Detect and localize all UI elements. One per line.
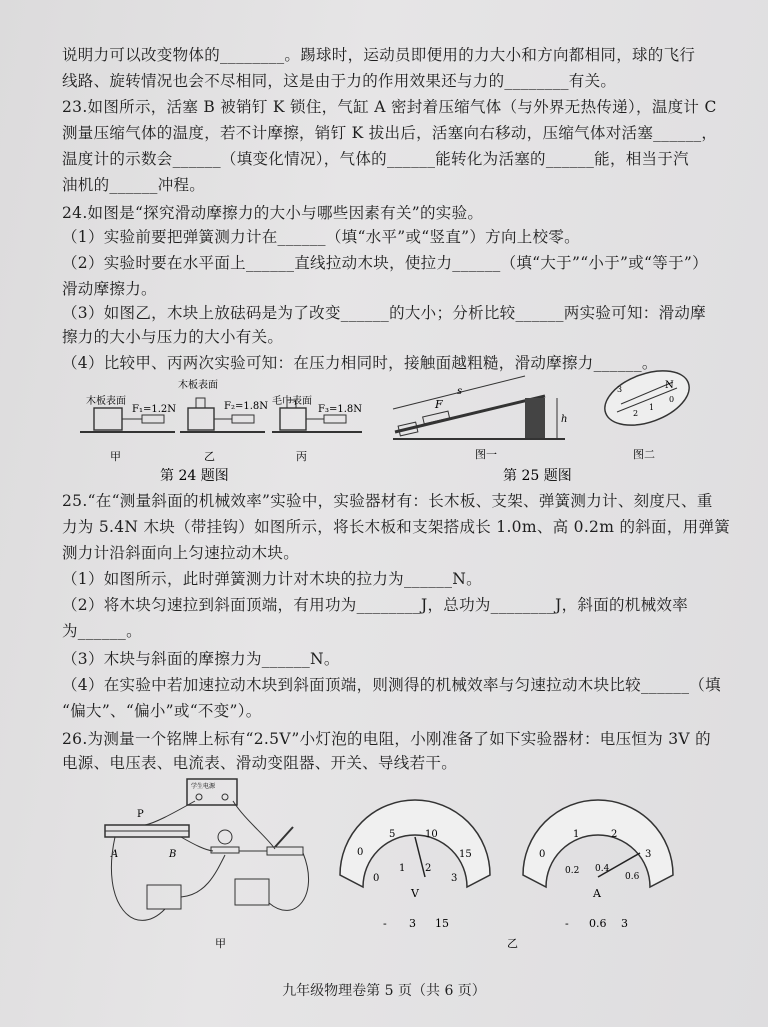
text-line: 为______。 <box>62 622 142 640</box>
volt-term-3: 3 <box>409 917 416 930</box>
figure-24 <box>80 378 370 483</box>
amm-zero: 0 <box>539 849 546 860</box>
figure-26 <box>95 775 715 955</box>
amm-term-06: 0.6 <box>589 917 607 930</box>
fig24-a-surface: 木板表面 <box>86 396 126 407</box>
figure-25 <box>385 364 705 484</box>
text-line: 线路、旋转情况也会不尽相同，这是由于力的作用效果还与力的________有关。 <box>62 72 617 90</box>
volt-term-15: 15 <box>435 917 449 930</box>
fig26-P: P <box>137 809 144 820</box>
text-line: “偏大”、“偏小”或“不变”）。 <box>62 702 262 720</box>
fig26-supply: 学生电源 <box>191 783 216 790</box>
text-line: 26.为测量一个铭牌上标有“2.5V”小灯泡的电阻，小刚准备了如下实验器材：电压恒为 3V 的 <box>62 730 711 748</box>
amm-term-minus: - <box>565 917 569 930</box>
fig25-scale-num-1: 1 <box>649 403 655 412</box>
volt-top-10: 10 <box>425 829 438 840</box>
amm-top-2: 2 <box>611 829 618 840</box>
fig26-A: A <box>111 849 119 860</box>
amm-bottom-2: 0.6 <box>625 872 640 882</box>
fig25-caption: 第 25 题图 <box>503 468 572 484</box>
volt-bottom-2: 2 <box>425 863 432 874</box>
fig26-label-yi: 乙 <box>507 937 518 950</box>
text-line: （4）在实验中若加速拉动木块到斜面顶端，则测得的机械效率与匀速拉动木块比较______（填 <box>62 676 721 694</box>
text-line: 温度计的示数会______（填变化情况），气体的______能转化为活塞的______能，相当于汽 <box>62 150 689 168</box>
fig25-h: h <box>561 414 568 425</box>
fig24-b-surface: 木板表面 <box>178 380 218 391</box>
text-line: （3）木块与斜面的摩擦力为______N。 <box>62 650 340 668</box>
volt-bottom-3: 3 <box>451 873 458 884</box>
volt-top-5: 5 <box>389 829 396 840</box>
text-line: 力为 5.4N 木块（带挂钩）如图所示，将长木板和支架搭成长 1.0m、高 0.2m 的斜面，用弹簧 <box>62 518 731 536</box>
amm-bottom-1: 0.4 <box>595 864 610 874</box>
text-line: 23.如图所示，活塞 B 被销钉 K 锁住，气缸 A 密封着压缩气体（与外界无热传递），温度计 C <box>62 98 717 116</box>
volt-letter: V <box>411 887 419 900</box>
fig24-c-force: F₃=1.8N <box>318 404 362 415</box>
fig25-scale-n: N <box>665 380 674 391</box>
fig24-c-label: 丙 <box>296 450 307 463</box>
text-line: （3）如图乙，木块上放砝码是为了改变______的大小；分析比较______两实验可知：滑动摩 <box>62 304 706 322</box>
fig26-B: B <box>169 849 177 860</box>
fig24-c-surface: 毛巾表面 <box>272 396 312 407</box>
fig26-label-jia: 甲 <box>215 937 226 950</box>
text-line: 油机的______冲程。 <box>62 176 206 194</box>
text-line: （1）实验前要把弹簧测力计在______（填“水平”或“竖直”）方向上校零。 <box>62 228 580 246</box>
fig25-scale-num-3: 3 <box>617 385 623 394</box>
volt-bottom-1: 1 <box>399 863 406 874</box>
fig25-scale-num-2: 2 <box>633 409 639 418</box>
volt-top-15: 15 <box>459 849 472 860</box>
amm-top-1: 1 <box>573 829 580 840</box>
fig24-a-label: 甲 <box>110 450 121 463</box>
text-line: 滑动摩擦力。 <box>62 280 157 298</box>
fig25-label2: 图二 <box>633 448 655 461</box>
volt-bottom-0: 0 <box>373 873 380 884</box>
text-line: 测量压缩气体的温度，若不计摩擦，销钉 K 拔出后，活塞向右移动，压缩气体对活塞______， <box>62 124 718 142</box>
fig24-a-force: F₁=1.2N <box>132 404 176 415</box>
text-line: 电源、电压表、电流表、滑动变阻器、开关、导线若干。 <box>62 754 458 772</box>
fig25-label1: 图一 <box>475 448 497 461</box>
text-line: 25.“在“测量斜面的机械效率”实验中，实验器材有：长木板、支架、弹簧测力计、刻度尺、重 <box>62 492 713 510</box>
text-line: （2）将木块匀速拉到斜面顶端，有用功为________J，总功为________J，斜面的机械效率 <box>62 596 688 614</box>
text-line: （4）比较甲、丙两次实验可知：在压力相同时，接触面越粗糙，滑动摩擦力______。 <box>62 354 658 372</box>
fig25-s: s <box>457 386 463 397</box>
text-line: 测力计沿斜面向上匀速拉动木块。 <box>62 544 300 562</box>
text-line: 24.如图是“探究滑动摩擦力的大小与哪些因素有关”的实验。 <box>62 204 484 222</box>
amm-bottom-0: 0.2 <box>565 866 580 876</box>
text-line: （1）如图所示，此时弹簧测力计对木块的拉力为______N。 <box>62 570 482 588</box>
fig24-caption: 第 24 题图 <box>160 468 229 483</box>
fig25-scale-num-0: 0 <box>669 395 675 404</box>
amm-top-3: 3 <box>645 849 652 860</box>
volt-top-zero: 0 <box>357 847 364 858</box>
fig24-b-force: F₂=1.8N <box>224 401 268 412</box>
text-line: 说明力可以改变物体的________。踢球时，运动员即便用的力大小和方向都相同，球的飞行 <box>62 46 696 64</box>
fig24-b-label: 乙 <box>204 450 215 463</box>
text-line: （2）实验时要在水平面上______直线拉动木块，使拉力______（填“大于”“小于”或“等于”） <box>62 254 708 272</box>
volt-term-minus: - <box>383 917 387 930</box>
amm-letter: A <box>593 887 601 900</box>
text-line: 擦力的大小与压力的大小有关。 <box>62 328 284 346</box>
amm-term-3: 3 <box>621 917 628 930</box>
fig25-F: F <box>435 398 443 411</box>
page-footer: 九年级物理卷第 5 页（共 6 页） <box>282 983 486 999</box>
